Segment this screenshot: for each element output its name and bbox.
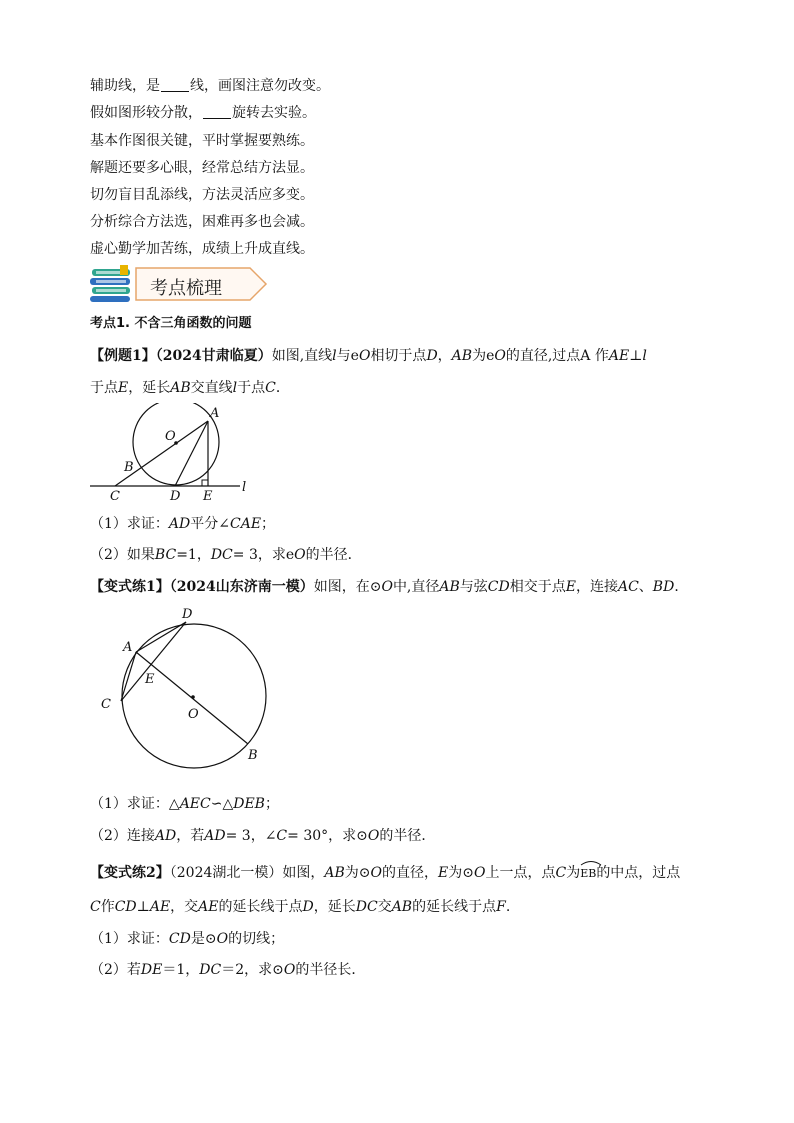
math: DC	[199, 962, 222, 978]
math: O	[381, 579, 393, 595]
math: l	[642, 348, 647, 364]
text: （1）求证：	[90, 931, 169, 947]
text: 与弦	[459, 579, 488, 595]
math: O	[473, 865, 486, 881]
text: .	[505, 899, 511, 915]
label-d: D	[170, 489, 181, 503]
variant1-q2	[90, 826, 706, 846]
text: 为⊙	[344, 865, 371, 881]
text: 相交于点	[509, 579, 566, 595]
label-e: E	[145, 672, 155, 687]
math: = 30°	[287, 828, 329, 844]
math: O	[370, 865, 383, 881]
math: AB	[170, 380, 191, 396]
math: O	[216, 931, 229, 947]
text: ，求	[328, 828, 357, 844]
text: 与	[336, 348, 351, 364]
poem-line-6: 分析综合方法选，困难再多也会减。	[90, 214, 314, 230]
label-b: B	[124, 460, 134, 475]
math: l	[332, 348, 337, 364]
variant1-q1	[90, 794, 706, 814]
text: 如图，在	[313, 579, 370, 595]
math: CD	[114, 899, 137, 915]
segment-ad	[136, 622, 186, 652]
text: ，	[250, 828, 265, 844]
math: AD	[168, 516, 191, 532]
text: 、	[638, 579, 653, 595]
text: 如图,直线	[271, 348, 333, 364]
text: ，求	[257, 547, 286, 563]
text: 平分	[190, 516, 219, 532]
text: 的半径．	[379, 828, 436, 844]
segment-ac	[121, 652, 136, 701]
text: ，延长	[313, 899, 356, 915]
math: EB	[580, 867, 597, 880]
math: l	[232, 380, 238, 396]
text: ；	[264, 796, 279, 812]
math: O	[283, 962, 296, 978]
text: ，	[196, 547, 211, 563]
label-l: l	[242, 480, 247, 495]
math: ⊙	[356, 828, 368, 844]
example-source: （2024甘肃临夏）	[155, 348, 272, 364]
math: AE	[608, 348, 630, 364]
math: e	[486, 348, 495, 364]
math: O	[294, 547, 306, 563]
text: ，	[437, 348, 452, 364]
math: ⊥	[629, 348, 643, 364]
math: AC	[617, 579, 639, 595]
figure-1	[88, 403, 258, 503]
text: 为	[566, 865, 581, 881]
label-a: A	[123, 640, 133, 655]
text: （2）如果	[90, 547, 155, 563]
math: BD	[652, 579, 675, 595]
math: = 3	[225, 828, 251, 844]
math: E	[118, 380, 129, 396]
example-tag: 【例题1】	[90, 348, 156, 364]
example1-q1	[90, 514, 706, 534]
text: 交直线	[190, 380, 233, 396]
math: O	[367, 828, 380, 844]
math: AD	[154, 828, 177, 844]
math: AD	[204, 828, 226, 844]
text: ，延长	[128, 380, 171, 396]
math: ∠CAE	[218, 516, 262, 532]
math: e	[285, 547, 295, 563]
math: AB	[451, 348, 473, 364]
text: 于点	[237, 380, 266, 396]
example1-q2	[90, 545, 706, 565]
book-stack-icon	[90, 265, 130, 302]
variant2-line1	[90, 863, 706, 884]
text: ．	[275, 380, 290, 396]
text: （1）求证：	[90, 516, 169, 532]
math: AB	[439, 579, 460, 595]
text: 的直径,过点A 作	[505, 348, 609, 364]
text: 的切线；	[228, 931, 285, 947]
example-tag: 【变式练2】	[90, 865, 170, 881]
text: 为	[472, 348, 487, 364]
text: 是⊙	[190, 931, 217, 947]
math: E	[565, 579, 576, 595]
poem-line-3: 基本作图很关键，平时掌握要熟练。	[90, 133, 314, 149]
math: CD	[168, 931, 191, 947]
math: AB	[391, 899, 413, 915]
text: ＝2，求⊙	[221, 962, 284, 978]
text: ．	[674, 579, 689, 595]
text: 于点	[90, 380, 118, 396]
label-d: D	[182, 607, 193, 622]
math: AE	[198, 899, 219, 915]
math: F	[496, 899, 506, 915]
variant2-q1	[90, 929, 706, 949]
text: （2）连接	[90, 828, 155, 844]
math: =1	[176, 547, 197, 563]
right-angle-mark	[202, 480, 208, 486]
label-o: O	[188, 707, 199, 722]
math: D	[302, 899, 314, 915]
text: （2）若	[90, 962, 141, 978]
text: 的延长线于点	[412, 899, 497, 915]
text: 为⊙	[448, 865, 474, 881]
poem-text: 线，画图注意勿改变。	[190, 78, 330, 94]
math: DC	[210, 547, 233, 563]
math: = 3	[232, 547, 258, 563]
text: 作	[100, 899, 115, 915]
example1-line2	[90, 378, 706, 398]
section-title: 考点梳理	[150, 278, 222, 299]
text: ；	[261, 516, 276, 532]
text: 的中点，过点	[596, 865, 681, 881]
label-a: A	[210, 406, 220, 421]
arc-symbol	[580, 860, 602, 866]
math: D	[426, 348, 438, 364]
label-o: O	[165, 429, 176, 444]
math: C	[90, 899, 101, 915]
math: O	[358, 348, 371, 364]
text: ，交	[170, 899, 199, 915]
line-da	[175, 421, 208, 486]
text: 的延长线于点	[218, 899, 303, 915]
label-b: B	[248, 748, 258, 763]
arc-eb	[580, 864, 596, 884]
text: ，连接	[575, 579, 618, 595]
poem-text: 旋转去实验。	[232, 105, 316, 121]
math: e	[350, 348, 359, 364]
math: ∠C	[264, 828, 288, 844]
text: 相切于点	[370, 348, 427, 364]
poem-line-7: 虚心勤学加苦练，成绩上升成直线。	[90, 241, 314, 257]
text: 如图，	[282, 865, 325, 881]
poem-line-2	[90, 103, 706, 123]
text: 的直径，	[382, 865, 439, 881]
example-source: （2024湖北一模）	[169, 865, 283, 881]
math: E	[438, 865, 449, 881]
math: C	[265, 380, 276, 396]
variant1-line1	[90, 577, 706, 597]
center-point	[191, 695, 195, 699]
math: BC	[154, 547, 177, 563]
text: ，若	[176, 828, 205, 844]
poem-line-1	[90, 76, 706, 96]
poem-line-5: 切勿盲目乱添线，方法灵活应多变。	[90, 187, 314, 203]
text: 的半径长．	[295, 962, 366, 978]
label-c: C	[110, 489, 120, 503]
example-tag: 【变式练1】	[90, 579, 170, 595]
poem-text: 辅助线，是	[90, 78, 160, 94]
text: 交	[377, 899, 392, 915]
poem-line-4: 解题还要多心眼，经常总结方法显。	[90, 160, 314, 176]
text: 上一点，点	[485, 865, 556, 881]
math: O	[494, 348, 506, 364]
label-e: E	[203, 489, 213, 503]
figure-2	[96, 604, 276, 769]
math: ⊥	[136, 899, 150, 915]
blank-line	[203, 104, 231, 119]
text: ＝1，	[162, 962, 200, 978]
label-c: C	[101, 697, 111, 712]
math: CD	[487, 579, 510, 595]
text: 的半径．	[305, 547, 362, 563]
math: △AEC∽△DEB	[168, 796, 265, 812]
poem-text: 假如图形较分散，	[90, 105, 202, 121]
variant2-q2	[90, 960, 706, 980]
topic-title: 考点1. 不含三角函数的问题	[90, 316, 252, 331]
variant2-line2	[90, 897, 706, 917]
blank-line	[161, 77, 189, 92]
math: DC	[355, 899, 378, 915]
text: （1）求证：	[90, 796, 169, 812]
line-ca	[115, 421, 208, 486]
math: AB	[324, 865, 345, 881]
example1-line1	[90, 346, 706, 366]
math: C	[555, 865, 567, 881]
math: ⊙	[369, 579, 382, 595]
math: AE	[149, 899, 171, 915]
math: DE	[140, 962, 163, 978]
example-source: （2024山东济南一模）	[169, 579, 314, 595]
text: 中,直径	[392, 579, 440, 595]
